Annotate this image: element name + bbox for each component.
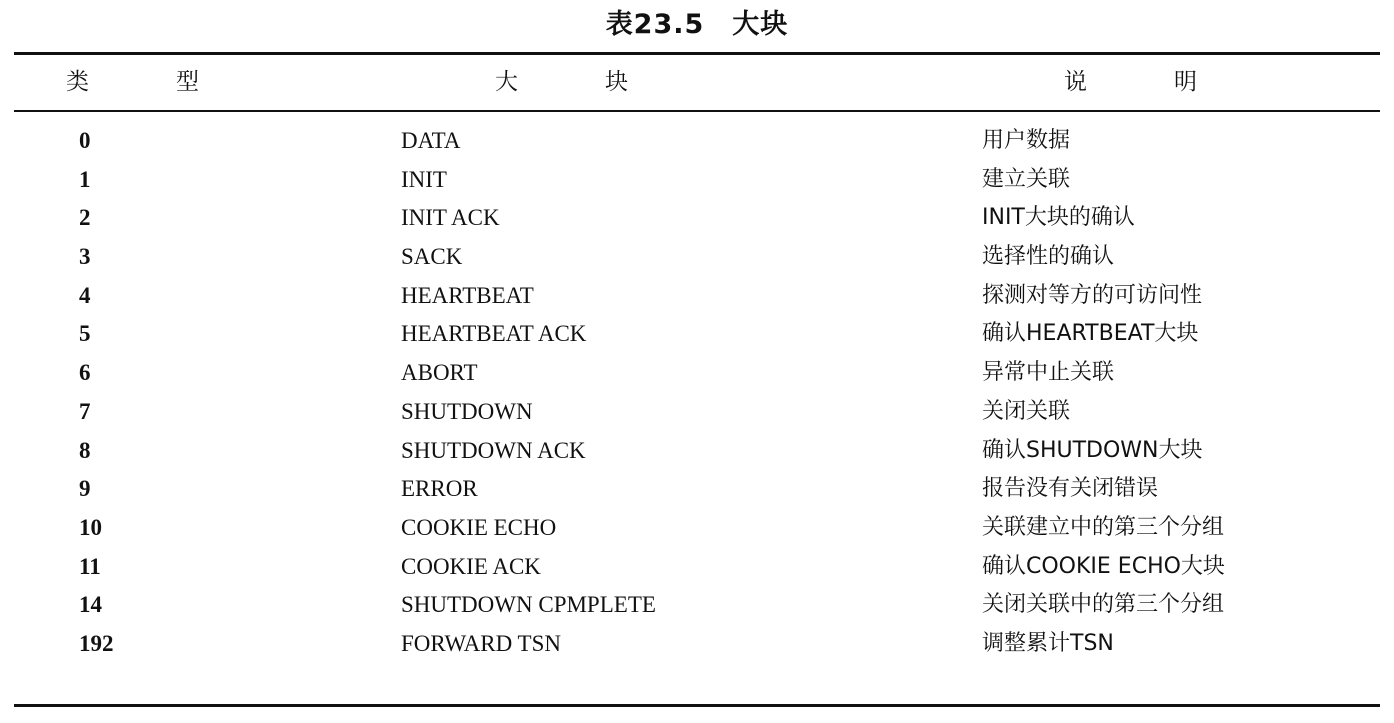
- cell-chunk: HEARTBEAT: [401, 282, 534, 308]
- cell-type: 9: [79, 476, 91, 502]
- table-row: [0, 393, 1394, 432]
- cell-type: 2: [79, 205, 91, 231]
- table-row: [0, 161, 1394, 200]
- cell-chunk: ABORT: [401, 360, 478, 386]
- cell-type: 1: [79, 166, 91, 192]
- table-bottom-rule: [14, 704, 1380, 707]
- table-body: [0, 122, 1394, 664]
- cell-type: 14: [79, 592, 102, 618]
- cell-type: 11: [79, 553, 101, 579]
- table-row: [0, 277, 1394, 316]
- cell-chunk: SHUTDOWN CPMPLETE: [401, 592, 656, 618]
- table-row: [0, 315, 1394, 354]
- table-row: [0, 238, 1394, 277]
- cell-chunk: INIT: [401, 166, 447, 192]
- cell-description: 确认HEARTBEAT大块: [982, 321, 1199, 347]
- cell-description: 探测对等方的可访问性: [982, 282, 1203, 308]
- table-row: [0, 199, 1394, 238]
- table-row: [0, 470, 1394, 509]
- cell-chunk: SHUTDOWN: [401, 398, 533, 424]
- cell-type: 7: [79, 398, 91, 424]
- cell-type: 10: [79, 514, 102, 540]
- cell-description: 调整累计TSN: [982, 630, 1114, 656]
- table-row: [0, 509, 1394, 548]
- cell-chunk: SHUTDOWN ACK: [401, 437, 586, 463]
- table-header-row: [0, 62, 1394, 102]
- header-type: 类 型: [66, 69, 231, 95]
- table-row: [0, 354, 1394, 393]
- cell-type: 192: [79, 630, 114, 656]
- cell-chunk: COOKIE ECHO: [401, 514, 557, 540]
- cell-chunk: SACK: [401, 244, 463, 270]
- cell-description: 关闭关联: [982, 398, 1071, 424]
- header-chunk: 大 块: [495, 69, 660, 95]
- table-header-rule: [14, 110, 1380, 112]
- cell-chunk: INIT ACK: [401, 205, 500, 231]
- table-top-rule: [14, 52, 1380, 55]
- cell-description: 报告没有关闭错误: [982, 476, 1159, 502]
- cell-description: 确认SHUTDOWN大块: [982, 437, 1203, 463]
- cell-chunk: DATA: [401, 128, 461, 153]
- header-description: 说 明: [1064, 69, 1229, 95]
- cell-chunk: COOKIE ACK: [401, 553, 541, 579]
- cell-chunk: FORWARD TSN: [401, 630, 561, 656]
- cell-description: 关闭关联中的第三个分组: [982, 592, 1225, 618]
- cell-type: 5: [79, 321, 91, 347]
- cell-chunk: HEARTBEAT ACK: [401, 321, 587, 347]
- cell-description: 用户数据: [982, 128, 1071, 153]
- table-row: [0, 625, 1394, 664]
- cell-type: 4: [79, 282, 91, 308]
- cell-type: 0: [79, 128, 91, 153]
- cell-description: 建立关联: [982, 166, 1071, 192]
- cell-description: 选择性的确认: [982, 244, 1115, 270]
- cell-type: 3: [79, 244, 91, 270]
- cell-description: 异常中止关联: [982, 360, 1115, 386]
- cell-type: 6: [79, 360, 91, 386]
- cell-description: 关联建立中的第三个分组: [982, 514, 1225, 540]
- cell-description: INIT大块的确认: [982, 205, 1135, 231]
- table-row: [0, 432, 1394, 471]
- table-row: [0, 586, 1394, 625]
- table-row: [0, 122, 1394, 161]
- cell-chunk: ERROR: [401, 476, 478, 502]
- table-row: [0, 548, 1394, 587]
- cell-type: 8: [79, 437, 91, 463]
- table-title: 表23.5 大块: [605, 9, 789, 40]
- cell-description: 确认COOKIE ECHO大块: [982, 553, 1225, 579]
